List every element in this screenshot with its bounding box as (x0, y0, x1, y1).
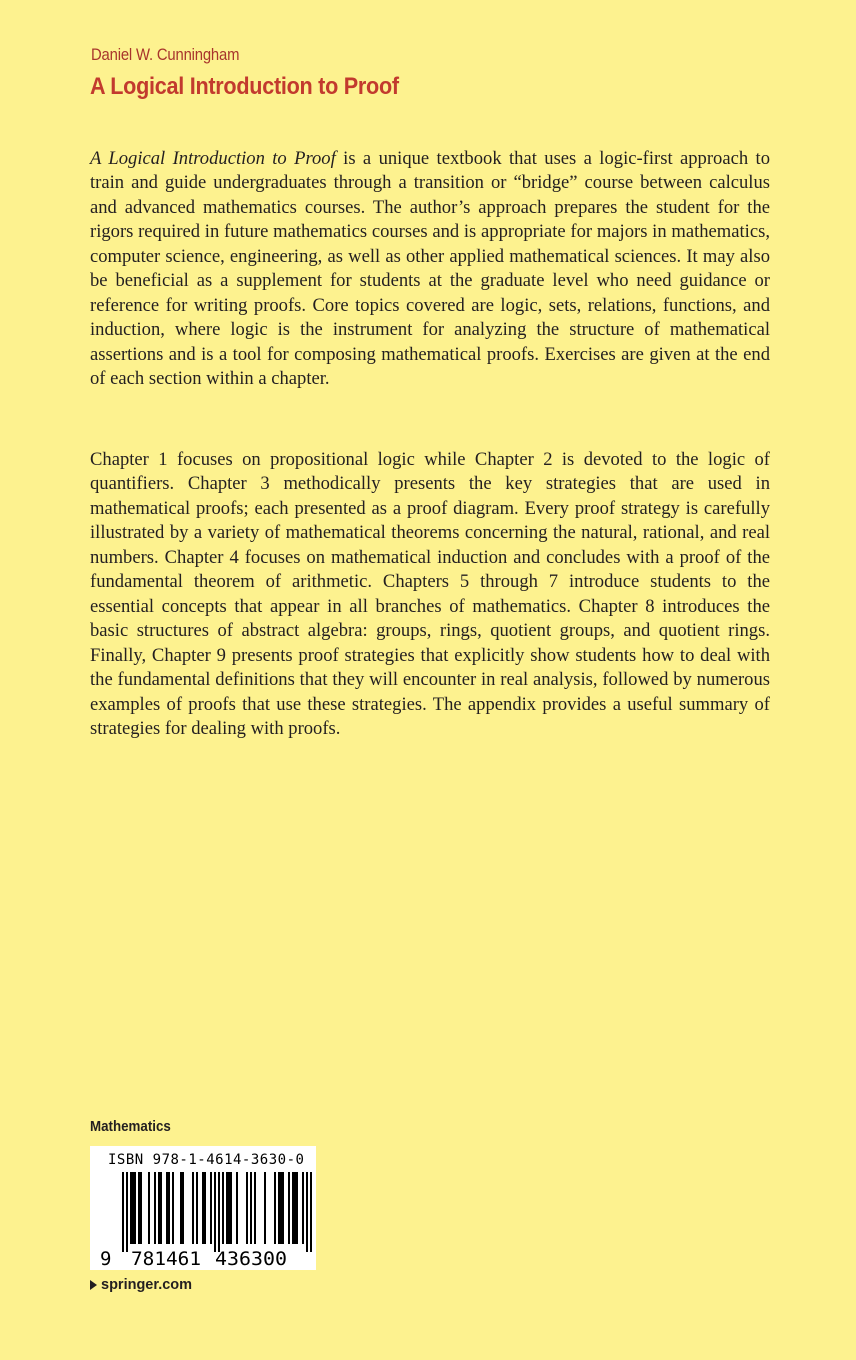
barcode-bar (192, 1172, 194, 1244)
book-title: A Logical Introduction to Proof (90, 73, 399, 100)
isbn-number: ISBN 978-1-4614-3630-0 (108, 1152, 305, 1168)
barcode-graphic (90, 1146, 316, 1270)
barcode-guard-bar (218, 1172, 220, 1252)
barcode-bar (154, 1172, 156, 1244)
subject-category: Mathematics (90, 1119, 171, 1135)
barcode-bar (292, 1172, 294, 1244)
barcode-bar (230, 1172, 232, 1244)
barcode-bar (204, 1172, 206, 1244)
barcode-bar (236, 1172, 238, 1244)
barcode-bar (168, 1172, 170, 1244)
publisher-link[interactable] (90, 1277, 192, 1293)
barcode-bar (264, 1172, 266, 1244)
barcode-bar (172, 1172, 174, 1244)
barcode-bar (134, 1172, 136, 1244)
barcode-bar (130, 1172, 132, 1244)
description-paragraph-1-text: is a unique textbook that uses a logic-first approach to train and guide undergraduates through a transition or “bridge” course between calculus and advanced mathematics courses. The author’s approach prepares the student for the rigors required in future mathematics courses and is appropriate for majors in mathematics, computer science, engineering, as well as other applied mathematical sciences. It may also be beneficial as a supplement for students at the graduate level who need guidance or reference for writing proofs. Core topics covered are logic, sets, relations, functions, and induction, where logic is the instrument for analyzing the structure of mathematical assertions and is a tool for composing mathematical proofs. Exercises are given at the end of each section within a chapter. (90, 148, 770, 390)
barcode-bar (182, 1172, 184, 1244)
barcode-bar (274, 1172, 276, 1244)
arrow-right-icon (90, 1280, 97, 1290)
barcode-guard-bar (214, 1172, 216, 1252)
barcode-bar (196, 1172, 198, 1244)
barcode-bar (254, 1172, 256, 1244)
barcode-bar (180, 1172, 182, 1244)
barcode-bar (166, 1172, 168, 1244)
barcode-guard-bar (126, 1172, 128, 1252)
barcode-guard-bar (122, 1172, 124, 1252)
barcode-bar (202, 1172, 204, 1244)
barcode-bar (158, 1172, 160, 1244)
barcode-bar (246, 1172, 248, 1244)
description-paragraph-2: Chapter 1 focuses on propositional logic while Chapter 2 is devoted to the logic of quantifiers. Chapter 3 methodically presents the key strategies that are used in mathematical proofs; each presented as a proof diagram. Every proof strategy is carefully illustrated by a variety of mathematical theorems concerning the natural, rational, and real numbers. Chapter 4 focuses on mathematical induction and concludes with a proof of the fundamental theorem of arithmetic. Chapters 5 through 7 introduce students to the essential concepts that appear in all branches of mathematics. Chapter 8 introduces the basic structures of abstract algebra: groups, rings, quotient groups, and quotient rings. Finally, Chapter 9 presents proof strategies that explicitly show students how to deal with the fundamental definitions that they will encounter in real analysis, followed by numerous examples of proofs that use these strategies. The appendix provides a useful summary of strategies for dealing with proofs. (90, 449, 770, 739)
barcode-bar (294, 1172, 296, 1244)
barcode-bar (132, 1172, 134, 1244)
barcode-bar (222, 1172, 224, 1244)
description-book-title: A Logical Introduction to Proof (90, 148, 336, 169)
isbn-barcode (90, 1146, 316, 1270)
barcode-bar (278, 1172, 280, 1244)
barcode-bar (250, 1172, 252, 1244)
barcode-bar (210, 1172, 212, 1244)
barcode-bar (226, 1172, 228, 1244)
barcode-bar (302, 1172, 304, 1244)
barcode-first-digit: 9 (100, 1248, 112, 1270)
barcode-guard-bar (306, 1172, 308, 1252)
barcode-guard-bar (310, 1172, 312, 1252)
barcode-bar (148, 1172, 150, 1244)
barcode-bar (138, 1172, 140, 1244)
barcode-bar (160, 1172, 162, 1244)
barcode-bar (140, 1172, 142, 1244)
barcode-left-digits: 781461 (131, 1248, 201, 1270)
barcode-bar (288, 1172, 290, 1244)
author-name: Daniel W. Cunningham (91, 46, 240, 64)
barcode-bar (280, 1172, 282, 1244)
barcode-right-digits: 436300 (215, 1248, 287, 1270)
publisher-url[interactable]: springer.com (101, 1277, 193, 1293)
description-paragraph-1 (90, 147, 770, 392)
barcode-bar (282, 1172, 284, 1244)
barcode-bar (228, 1172, 230, 1244)
barcode-bar (296, 1172, 298, 1244)
